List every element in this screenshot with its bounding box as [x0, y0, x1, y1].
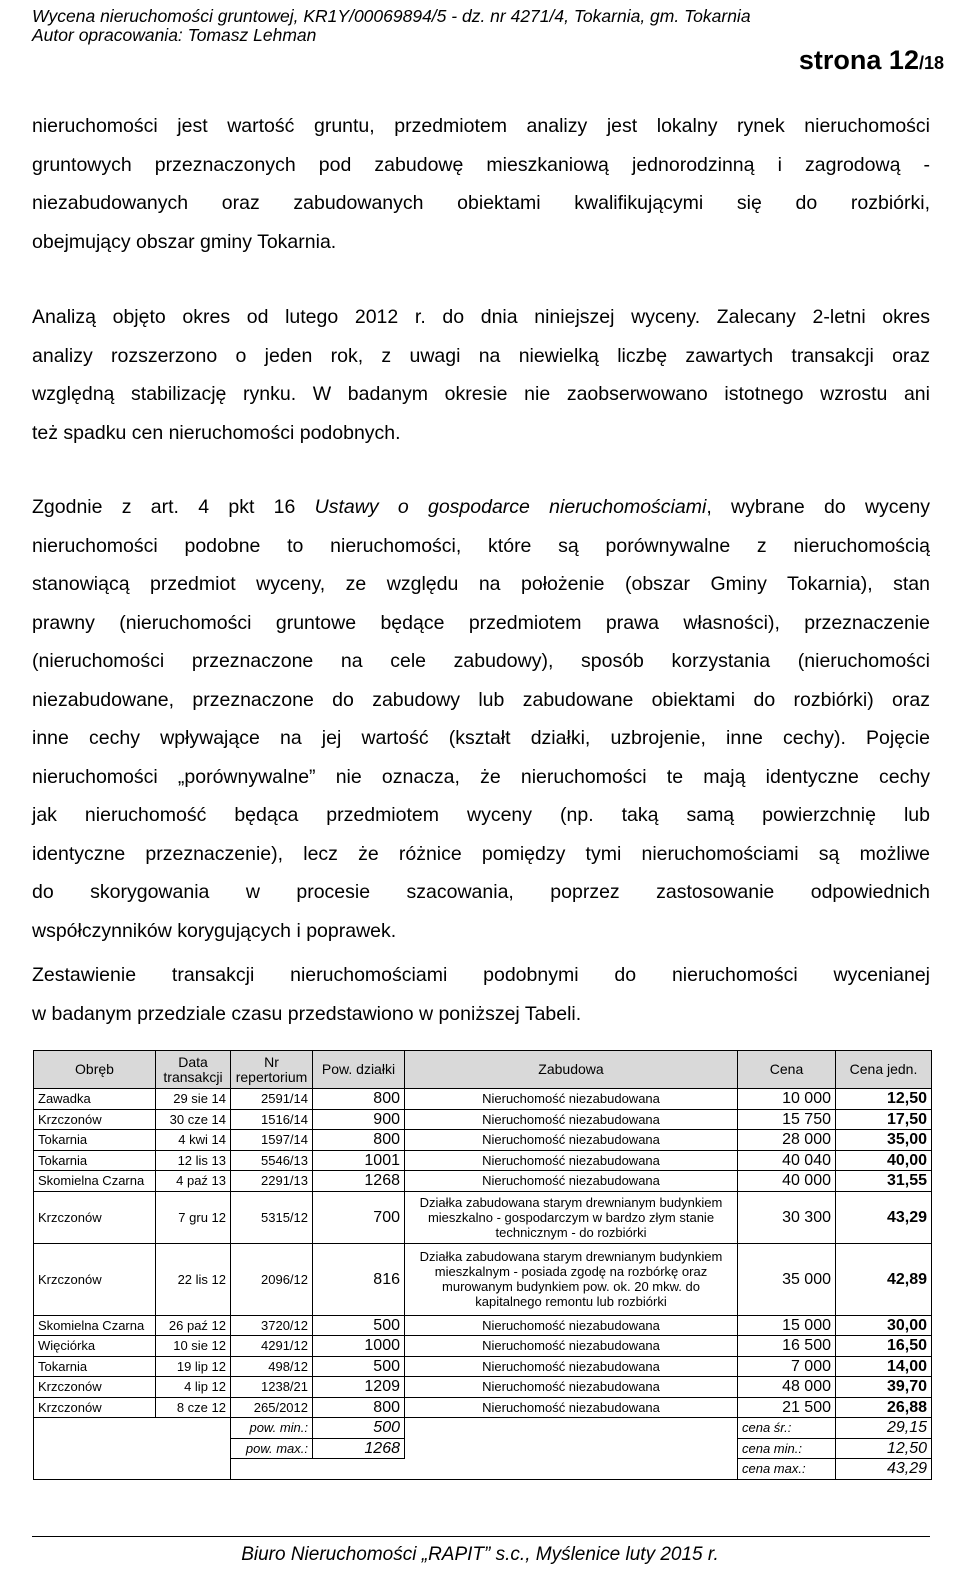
cell-cena-jedn: 17,50: [836, 1109, 932, 1130]
text-line: nieruchomości podobne to nieruchomości, które są porównywalne z nieruchomością: [32, 534, 930, 557]
cell-pow: 1209: [313, 1377, 405, 1398]
cell-nr: 2291/13: [231, 1171, 313, 1192]
cell-obreb: Skomielna Czarna: [34, 1171, 156, 1192]
cell-data: 29 sie 14: [156, 1089, 231, 1110]
cell-nr: 498/12: [231, 1356, 313, 1377]
cell-nr: 1516/14: [231, 1109, 313, 1130]
cell-zabudowa: Nieruchomość niezabudowana: [405, 1109, 738, 1130]
text-line: nieruchomości „porównywalne” nie oznacza, że nieruchomości te mają identyczne cechy: [32, 765, 930, 788]
empty-cell: [313, 1459, 405, 1480]
table-row: [34, 1397, 932, 1418]
table-row: [34, 1109, 932, 1130]
text-line: analizy rozszerzono o jeden rok, z uwagi na niewielką liczbę zawartych transakcji oraz: [32, 344, 930, 367]
paragraph-1: [32, 107, 930, 261]
cell-obreb: Krzczonów: [34, 1243, 156, 1315]
transactions-table: [33, 1050, 932, 1480]
footer-divider: [32, 1536, 930, 1537]
cell-obreb: Krzczonów: [34, 1191, 156, 1243]
cell-cena: 7 000: [738, 1356, 836, 1377]
cell-zabudowa: Działka zabudowana starym drewnianym budynkiem mieszkalnym - posiada zgodę na rozbórkę oraz murowanym budynkiem pow. ok. 20 mkw. do kapitalnego remontu lub rozbiórki: [405, 1243, 738, 1315]
text-line: względną stabilizację rynku. W badanym okresie nie zaobserwowano istotnego wzrostu ani: [32, 383, 930, 405]
text-line: niezabudowanych oraz zabudowanych obiektami kwalifikującymi się do rozbiórki,: [32, 192, 930, 214]
header-nr-l1: Nr: [264, 1053, 279, 1070]
empty-cell: [34, 1459, 156, 1480]
text-line: do skorygowania w procesie szacowania, poprzez zastosowanie odpowiednich: [32, 881, 930, 903]
cell-cena: 35 000: [738, 1243, 836, 1315]
footer: Biuro Nieruchomości „RAPIT” s.c., Myślenice luty 2015 r.: [241, 1544, 719, 1565]
text-line: inne cechy wpływające na jej wartość (kształt działki, uzbrojenie, inne cechy). Pojęcie: [32, 727, 930, 749]
table-row: [34, 1089, 932, 1110]
empty-cell: [405, 1438, 738, 1459]
law-title: Ustawy o gospodarce nieruchomościami: [314, 496, 707, 518]
pow-max-label: pow. max.:: [231, 1438, 313, 1459]
text-run: Zgodnie z art. 4 pkt 16: [32, 496, 315, 518]
empty-cell: [405, 1459, 738, 1480]
cell-cena: 16 500: [738, 1336, 836, 1357]
cell-zabudowa: Nieruchomość niezabudowana: [405, 1130, 738, 1151]
cell-nr: 2096/12: [231, 1243, 313, 1315]
cell-cena-jedn: 42,89: [836, 1243, 932, 1315]
table-row: [34, 1356, 932, 1377]
cell-cena: 10 000: [738, 1089, 836, 1110]
header-pow: Pow. działki: [313, 1051, 405, 1089]
text-line: gruntowych przeznaczonych pod zabudowę mieszkaniową jednorodzinną i zagrodową -: [32, 153, 930, 176]
cell-nr: 1238/21: [231, 1377, 313, 1398]
summary-row: [34, 1418, 932, 1439]
paragraph-3: [32, 488, 930, 950]
text-line: współczynników korygujących i poprawek.: [32, 919, 397, 942]
cell-cena: 15 000: [738, 1315, 836, 1336]
page-total: /18: [918, 53, 944, 73]
cell-cena: 40 040: [738, 1150, 836, 1171]
cell-pow: 1000: [313, 1336, 405, 1357]
cell-cena: 21 500: [738, 1397, 836, 1418]
cell-cena: 28 000: [738, 1130, 836, 1151]
cell-zabudowa: Nieruchomość niezabudowana: [405, 1171, 738, 1192]
cell-zabudowa: Nieruchomość niezabudowana: [405, 1315, 738, 1336]
cell-zabudowa: Nieruchomość niezabudowana: [405, 1397, 738, 1418]
page-number: [799, 45, 944, 76]
header-data-l1: Data: [178, 1053, 208, 1070]
cell-data: 19 lip 12: [156, 1356, 231, 1377]
header-data-l2: transakcji: [163, 1068, 223, 1085]
text-line: w badanym przedziale czasu przedstawiono w poniższej Tabeli.: [32, 1002, 582, 1025]
cell-pow: 816: [313, 1243, 405, 1315]
text-line: obejmujący obszar gminy Tokarnia.: [32, 230, 337, 253]
cell-data: 26 paź 12: [156, 1315, 231, 1336]
empty-cell: [156, 1459, 231, 1480]
cena-max-label: cena max.:: [738, 1459, 836, 1480]
empty-cell: [405, 1418, 738, 1439]
table-row: [34, 1336, 932, 1357]
paragraph-2: [32, 298, 930, 452]
cell-cena-jedn: 14,00: [836, 1356, 932, 1377]
header-cena: Cena: [738, 1051, 836, 1089]
table-row: [34, 1130, 932, 1151]
empty-cell: [231, 1459, 313, 1480]
table-header-row: [34, 1051, 932, 1089]
cell-obreb: Więciórka: [34, 1336, 156, 1357]
header-title: Wycena nieruchomości gruntowej, KR1Y/00069894/5 - dz. nr 4271/4, Tokarnia, gm. Tokarnia: [32, 6, 751, 26]
cell-data: 30 cze 14: [156, 1109, 231, 1130]
cell-cena-jedn: 31,55: [836, 1171, 932, 1192]
cell-nr: 265/2012: [231, 1397, 313, 1418]
cell-pow: 700: [313, 1191, 405, 1243]
empty-cell: [156, 1438, 231, 1459]
cell-data: 4 paź 13: [156, 1171, 231, 1192]
cena-sr-label: cena śr.:: [738, 1418, 836, 1439]
text-run: , wybrane do wyceny: [706, 496, 930, 518]
page-label: strona 12: [798, 45, 919, 75]
cell-obreb: Tokarnia: [34, 1356, 156, 1377]
cena-max-value: 43,29: [836, 1459, 932, 1480]
text-line: jak nieruchomość będąca przedmiotem wyceny (np. taką samą powierzchnię lub: [32, 804, 930, 826]
cell-obreb: Tokarnia: [34, 1150, 156, 1171]
text-line: [32, 488, 930, 527]
header-author: Autor opracowania: Tomasz Lehman: [32, 25, 317, 45]
cell-pow: 900: [313, 1109, 405, 1130]
header-zabudowa: Zabudowa: [405, 1051, 738, 1089]
header-cena-jedn: Cena jedn.: [836, 1051, 932, 1089]
table-row: [34, 1243, 932, 1315]
cell-cena: 40 000: [738, 1171, 836, 1192]
cell-cena: 48 000: [738, 1377, 836, 1398]
empty-cell: [34, 1438, 156, 1459]
table-row: [34, 1377, 932, 1398]
text-line: identyczne przeznaczenie), lecz że różnice pomiędzy tymi nieruchomościami są możliwe: [32, 842, 930, 865]
text-line: (nieruchomości przeznaczone na cele zabudowy), sposób korzystania (nieruchomości: [32, 650, 930, 672]
cell-obreb: Skomielna Czarna: [34, 1315, 156, 1336]
text-line: prawny (nieruchomości gruntowe będące przedmiotem prawa własności), przeznaczenie: [32, 611, 930, 634]
header-obreb: Obręb: [34, 1051, 156, 1089]
cell-obreb: Krzczonów: [34, 1397, 156, 1418]
cell-nr: 1597/14: [231, 1130, 313, 1151]
text-line: niezabudowane, przeznaczone do zabudowy lub zabudowane obiektami do rozbiórki) oraz: [32, 688, 930, 711]
header-nr: [231, 1051, 313, 1089]
pow-min-value: 500: [313, 1418, 405, 1439]
empty-cell: [156, 1418, 231, 1439]
cell-cena-jedn: 43,29: [836, 1191, 932, 1243]
cell-cena-jedn: 40,00: [836, 1150, 932, 1171]
cell-data: 22 lis 12: [156, 1243, 231, 1315]
cell-cena-jedn: 12,50: [836, 1089, 932, 1110]
cell-nr: 4291/12: [231, 1336, 313, 1357]
cell-obreb: Zawadka: [34, 1089, 156, 1110]
cell-pow: 500: [313, 1315, 405, 1336]
cena-sr-value: 29,15: [836, 1418, 932, 1439]
cell-obreb: Tokarnia: [34, 1130, 156, 1151]
text-line: Zestawienie transakcji nieruchomościami podobnymi do nieruchomości wycenianej: [32, 964, 930, 986]
cell-cena-jedn: 39,70: [836, 1377, 932, 1398]
cell-data: 8 cze 12: [156, 1397, 231, 1418]
cell-cena-jedn: 35,00: [836, 1130, 932, 1151]
cell-nr: 2591/14: [231, 1089, 313, 1110]
text-line: też spadku cen nieruchomości podobnych.: [32, 421, 401, 444]
text-line: Analizą objęto okres od lutego 2012 r. do dnia niniejszej wyceny. Zalecany 2-letni okres: [32, 306, 930, 328]
header-nr-l2: repertorium: [235, 1068, 308, 1085]
cell-nr: 5546/13: [231, 1150, 313, 1171]
empty-cell: [34, 1418, 156, 1439]
cell-data: 4 lip 12: [156, 1377, 231, 1398]
cell-cena: 15 750: [738, 1109, 836, 1130]
cell-obreb: Krzczonów: [34, 1109, 156, 1130]
summary-row: [34, 1459, 932, 1480]
pow-min-label: pow. min.:: [231, 1418, 313, 1439]
cell-data: 10 sie 12: [156, 1336, 231, 1357]
cell-zabudowa: Nieruchomość niezabudowana: [405, 1150, 738, 1171]
cell-cena-jedn: 30,00: [836, 1315, 932, 1336]
cell-data: 7 gru 12: [156, 1191, 231, 1243]
cell-cena-jedn: 26,88: [836, 1397, 932, 1418]
cell-data: 4 kwi 14: [156, 1130, 231, 1151]
cell-zabudowa: Działka zabudowana starym drewnianym budynkiem mieszkalno - gospodarczym w bardzo złym stanie technicznym - do rozbiórki: [405, 1191, 738, 1243]
header-data: [156, 1051, 231, 1089]
cena-min-label: cena min.:: [738, 1438, 836, 1459]
table-row: [34, 1171, 932, 1192]
cell-zabudowa: Nieruchomość niezabudowana: [405, 1336, 738, 1357]
cell-zabudowa: Nieruchomość niezabudowana: [405, 1089, 738, 1110]
cell-pow: 800: [313, 1089, 405, 1110]
cell-cena: 30 300: [738, 1191, 836, 1243]
paragraph-4: [32, 956, 930, 1033]
summary-row: [34, 1438, 932, 1459]
cell-pow: 500: [313, 1356, 405, 1377]
cell-pow: 1268: [313, 1171, 405, 1192]
cena-min-value: 12,50: [836, 1438, 932, 1459]
table-row: [34, 1315, 932, 1336]
cell-cena-jedn: 16,50: [836, 1336, 932, 1357]
cell-nr: 3720/12: [231, 1315, 313, 1336]
cell-pow: 800: [313, 1397, 405, 1418]
pow-max-value: 1268: [313, 1438, 405, 1459]
cell-zabudowa: Nieruchomość niezabudowana: [405, 1356, 738, 1377]
cell-pow: 1001: [313, 1150, 405, 1171]
text-line: nieruchomości jest wartość gruntu, przedmiotem analizy jest lokalny rynek nieruchomości: [32, 115, 930, 137]
cell-data: 12 lis 13: [156, 1150, 231, 1171]
cell-obreb: Krzczonów: [34, 1377, 156, 1398]
table-row: [34, 1191, 932, 1243]
cell-zabudowa: Nieruchomość niezabudowana: [405, 1377, 738, 1398]
cell-pow: 800: [313, 1130, 405, 1151]
text-line: stanowiącą przedmiot wyceny, ze względu na położenie (obszar Gminy Tokarnia), stan: [32, 573, 930, 595]
cell-nr: 5315/12: [231, 1191, 313, 1243]
table-row: [34, 1150, 932, 1171]
